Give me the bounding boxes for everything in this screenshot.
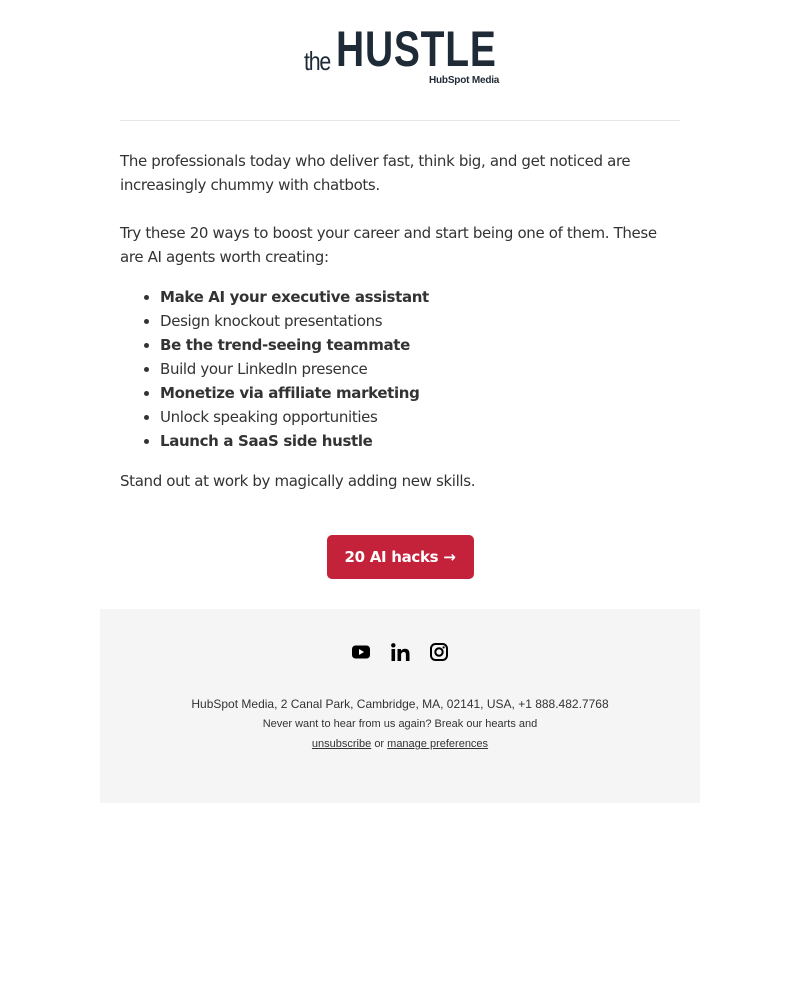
ai-hacks-button[interactable]: 20 AI hacks →: [327, 535, 474, 579]
manage-preferences-link[interactable]: manage preferences: [387, 738, 489, 750]
list-item: • Launch a SaaS side hustle: [160, 429, 680, 453]
cta-container: [0, 535, 800, 579]
email-footer: [100, 609, 700, 803]
linkedin-icon: [391, 643, 410, 661]
email-body: [120, 149, 680, 493]
intro-paragraph: The professionals today who deliver fast, think big, and get noticed are increasingly chummy with chatbots.: [120, 152, 631, 194]
hacks-list: [160, 285, 680, 453]
logo-hustle-text: HUSTLE: [336, 21, 497, 77]
email-header: [120, 0, 680, 121]
list-item: • Build your LinkedIn presence: [160, 357, 680, 381]
list-item: • Make AI your executive assistant: [160, 285, 680, 309]
youtube-icon: [352, 645, 370, 659]
logo-hubspot-media-text: HubSpot Media: [429, 75, 500, 86]
linkedin-link[interactable]: [390, 642, 410, 662]
footer-links: [100, 738, 700, 750]
lead-paragraph: Try these 20 ways to boost your career and start being one of them. These are AI agents worth creating:: [120, 224, 657, 266]
list-item: • Monetize via affiliate marketing: [160, 381, 680, 405]
instagram-link[interactable]: [429, 642, 449, 662]
list-item: • Unlock speaking opportunities: [160, 405, 680, 429]
unsubscribe-link[interactable]: unsubscribe: [311, 738, 372, 750]
instagram-icon: [430, 643, 448, 661]
unsubscribe-prompt: Never want to hear from us again? Break our hearts and: [262, 718, 538, 730]
youtube-link[interactable]: [351, 642, 371, 662]
the-hustle-logo[interactable]: [304, 21, 504, 92]
company-address: HubSpot Media, 2 Canal Park, Cambridge, MA, 02141, USA, +1 888.482.7768: [191, 697, 609, 711]
or-text: or: [374, 738, 385, 750]
closing-paragraph: Stand out at work by magically adding new skills.: [120, 472, 476, 490]
social-links: [100, 642, 700, 662]
list-item: • Design knockout presentations: [160, 309, 680, 333]
logo-the-text: the: [304, 46, 330, 76]
list-item: • Be the trend-seeing teammate: [160, 333, 680, 357]
